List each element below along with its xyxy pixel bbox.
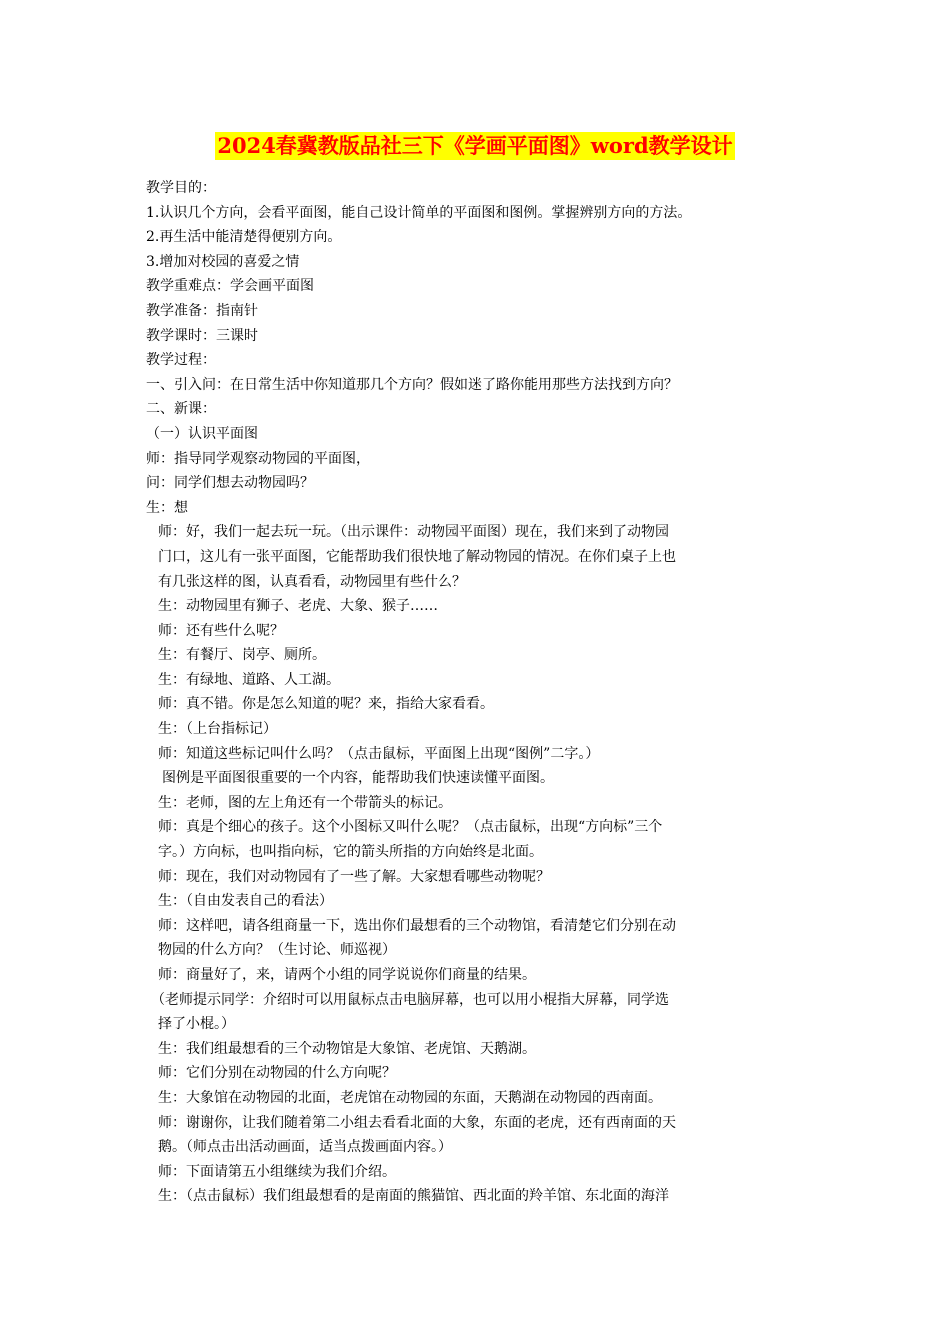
document-body — [146, 176, 806, 1209]
text-line: 有几张这样的图，认真看看，动物园里有些什么？ — [158, 573, 466, 590]
text-line: 师：它们分别在动物园的什么方向呢？ — [158, 1065, 396, 1082]
text-line: 生：有餐厅、岗亭、厕所。 — [158, 647, 326, 664]
text-line: 教学目的： — [146, 180, 216, 196]
title-container — [0, 132, 950, 160]
text-line: 师：真不错。你是怎么知道的呢？来，指给大家看看。 — [158, 696, 494, 713]
text-line: 门口，这儿有一张平面图，它能帮助我们很快地了解动物园的情况。在你们桌子上也 — [158, 548, 676, 565]
text-line: 师：商量好了，来，请两个小组的同学说说你们商量的结果。 — [158, 967, 536, 983]
text-line: 师：知道这些标记叫什么吗？（点击鼠标，平面图上出现“图例”二字。） — [158, 745, 600, 762]
text-line: 生：（自由发表自己的看法） — [158, 893, 333, 910]
text-line: 师：现在，我们对动物园有了一些了解。大家想看哪些动物呢？ — [158, 868, 550, 885]
text-line: 生：大象馆在动物园的北面，老虎馆在动物园的东面，天鹅湖在动物园的西南面。 — [158, 1089, 662, 1106]
text-line: 师：还有些什么呢？ — [158, 622, 284, 639]
text-line: 二、新课： — [146, 401, 216, 418]
text-line: 生：老师，图的左上角还有一个带箭头的标记。 — [158, 794, 452, 811]
text-line: 教学准备：指南针 — [146, 302, 258, 319]
text-line: 生：有绿地、道路、人工湖。 — [158, 671, 340, 688]
text-line: 师：真是个细心的孩子。这个小图标又叫什么呢？（点击鼠标，出现“方向标”三个 — [158, 819, 663, 836]
text-line: 物园的什么方向？（生讨论、师巡视） — [158, 942, 396, 959]
text-line: 师：谢谢你，让我们随着第二小组去看看北面的大象，东面的老虎，还有西南面的天 — [158, 1114, 676, 1131]
text-line: 图例是平面图很重要的一个内容，能帮助我们快速读懂平面图。 — [162, 770, 554, 787]
text-line: 教学过程： — [146, 352, 216, 369]
text-line: 问：同学们想去动物园吗？ — [146, 475, 314, 492]
text-line: 2.再生活中能清楚得便别方向。 — [146, 229, 342, 246]
text-line: 1.认识几个方向，会看平面图，能自己设计简单的平面图和图例。掌握辨别方向的方法。 — [146, 204, 692, 221]
text-line: 生：想 — [146, 499, 188, 516]
text-line: 师：好，我们一起去玩一玩。（出示课件：动物园平面图）现在，我们来到了动物园 — [158, 524, 669, 541]
text-line: 师：指导同学观察动物园的平面图， — [146, 450, 370, 467]
text-line: 教学课时：三课时 — [146, 327, 258, 344]
text-line: 生：（点击鼠标）我们组最想看的是南面的熊猫馆、西北面的羚羊馆、东北面的海洋 — [158, 1188, 669, 1205]
text-line: 生：动物园里有狮子、老虎、大象、猴子…… — [158, 598, 438, 615]
text-line: 择了小棍。） — [158, 1016, 235, 1033]
text-line: （一）认识平面图 — [146, 425, 258, 442]
text-line: 鹅。（师点击出活动画面，适当点拨画面内容。） — [158, 1139, 452, 1156]
text-line: 师：下面请第五小组继续为我们介绍。 — [158, 1163, 396, 1180]
text-line: 生：（上台指标记） — [158, 721, 277, 738]
text-line: 3.增加对校园的喜爱之情 — [146, 253, 300, 270]
document-title: 2024春冀教版品社三下《学画平面图》word教学设计 — [217, 133, 733, 158]
text-line: 师：这样吧，请各组商量一下，选出你们最想看的三个动物馆，看清楚它们分别在动 — [158, 917, 676, 934]
text-line: 字。）方向标，也叫指向标，它的箭头所指的方向始终是北面。 — [158, 844, 543, 861]
text-line: 生：我们组最想看的三个动物馆是大象馆、老虎馆、天鹅湖。 — [158, 1040, 536, 1057]
text-line: 教学重难点：学会画平面图 — [146, 278, 314, 295]
text-line: 一、引入问：在日常生活中你知道那几个方向？假如迷了路你能用那些方法找到方向？ — [146, 376, 678, 393]
text-line: （老师提示同学：介绍时可以用鼠标点击电脑屏幕，也可以用小棍指大屏幕，同学选 — [151, 991, 669, 1008]
